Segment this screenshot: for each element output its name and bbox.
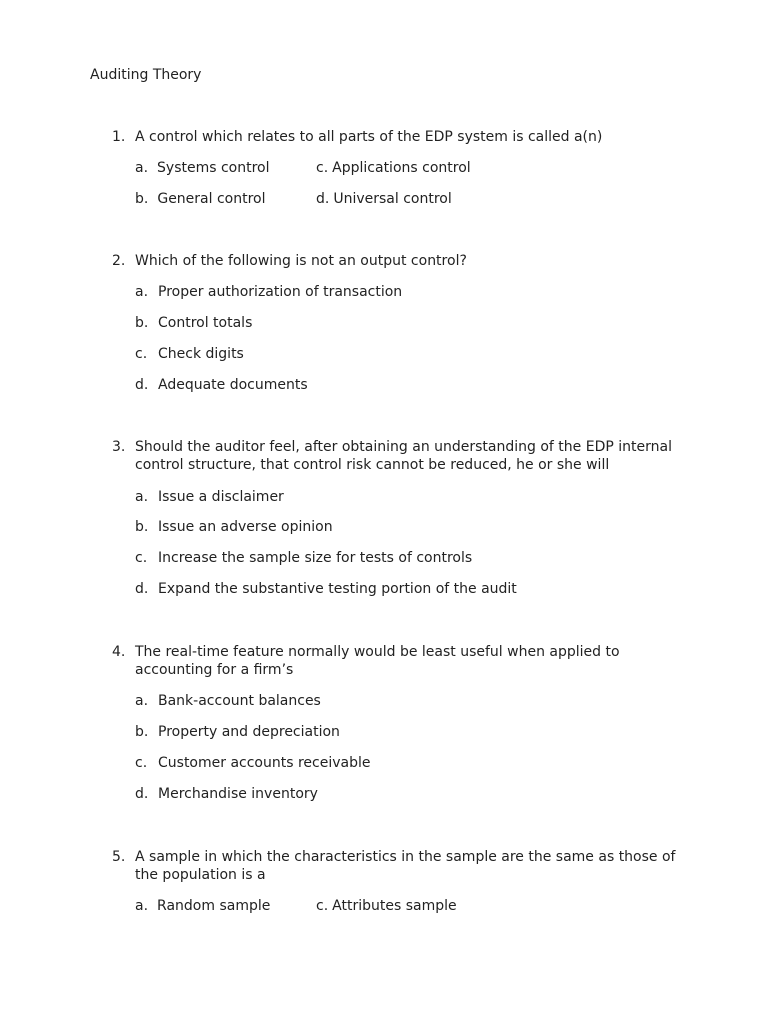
- option-d: [316, 190, 452, 208]
- question-1: [112, 128, 692, 146]
- question-text: A sample in which the characteristics in the sample are the same as those of the population is a: [135, 849, 676, 883]
- option-a: [135, 159, 270, 177]
- option-a: [135, 692, 321, 710]
- option-text: Systems control: [157, 160, 270, 176]
- question-5: [112, 848, 692, 884]
- question-number: 1.: [112, 129, 126, 145]
- question-text: A control which relates to all parts of the EDP system is called a(n): [135, 129, 603, 145]
- document-title: Auditing Theory: [90, 67, 202, 83]
- option-c: [316, 897, 457, 915]
- option-text: Bank-account balances: [158, 693, 321, 709]
- option-text: Increase the sample size for tests of controls: [158, 550, 473, 566]
- option-text: Proper authorization of transaction: [158, 284, 403, 300]
- option-text: Adequate documents: [158, 377, 308, 393]
- option-text: Issue a disclaimer: [158, 489, 284, 505]
- question-2: [112, 252, 692, 270]
- option-text: General control: [157, 191, 266, 207]
- option-d: [135, 376, 308, 394]
- option-letter: b.: [135, 724, 149, 740]
- option-letter: b.: [135, 519, 149, 535]
- option-letter: a.: [135, 898, 149, 914]
- option-c: [135, 549, 472, 567]
- option-c: [316, 159, 471, 177]
- option-letter: d.: [135, 581, 149, 597]
- option-letter: d.: [135, 786, 149, 802]
- option-letter: a.: [135, 489, 149, 505]
- option-a: [135, 283, 402, 301]
- question-stem: [112, 438, 692, 474]
- question-stem: [112, 848, 692, 884]
- option-b: [135, 190, 266, 208]
- option-text: Merchandise inventory: [158, 786, 318, 802]
- option-text: Check digits: [158, 346, 244, 362]
- option-letter: c.: [316, 898, 329, 914]
- option-text: Universal control: [333, 191, 452, 207]
- option-text: Random sample: [157, 898, 271, 914]
- option-letter: d.: [135, 377, 149, 393]
- option-text: Applications control: [332, 160, 471, 176]
- question-text: Should the auditor feel, after obtaining an understanding of the EDP internal control structure, that control risk cannot be reduced, he or she will: [135, 439, 672, 473]
- option-text: Expand the substantive testing portion of the audit: [158, 581, 517, 597]
- option-text: Customer accounts receivable: [158, 755, 371, 771]
- option-text: Property and depreciation: [158, 724, 340, 740]
- question-text: Which of the following is not an output control?: [135, 253, 467, 269]
- option-letter: b.: [135, 191, 149, 207]
- option-letter: a.: [135, 160, 149, 176]
- option-c: [135, 345, 244, 363]
- option-letter: c.: [135, 550, 148, 566]
- option-d: [135, 785, 318, 803]
- option-b: [135, 723, 340, 741]
- option-letter: c.: [135, 755, 148, 771]
- option-a: [135, 897, 270, 915]
- option-letter: a.: [135, 284, 149, 300]
- option-b: [135, 314, 252, 332]
- option-a: [135, 488, 284, 506]
- option-text: Attributes sample: [332, 898, 457, 914]
- question-number: 2.: [112, 253, 126, 269]
- question-number: 5.: [112, 849, 126, 865]
- option-letter: b.: [135, 315, 149, 331]
- option-d: [135, 580, 517, 598]
- question-stem: [112, 643, 692, 679]
- option-text: Control totals: [158, 315, 253, 331]
- question-number: 4.: [112, 644, 126, 660]
- question-stem: [112, 128, 692, 146]
- question-3: [112, 438, 692, 474]
- question-number: 3.: [112, 439, 126, 455]
- question-stem: [112, 252, 692, 270]
- option-letter: a.: [135, 693, 149, 709]
- option-letter: c.: [135, 346, 148, 362]
- option-text: Issue an adverse opinion: [158, 519, 333, 535]
- question-4: [112, 643, 692, 679]
- option-b: [135, 518, 333, 536]
- option-letter: c.: [316, 160, 329, 176]
- option-letter: d.: [316, 191, 330, 207]
- question-text: The real-time feature normally would be least useful when applied to accounting for a firm’s: [135, 644, 620, 678]
- option-c: [135, 754, 371, 772]
